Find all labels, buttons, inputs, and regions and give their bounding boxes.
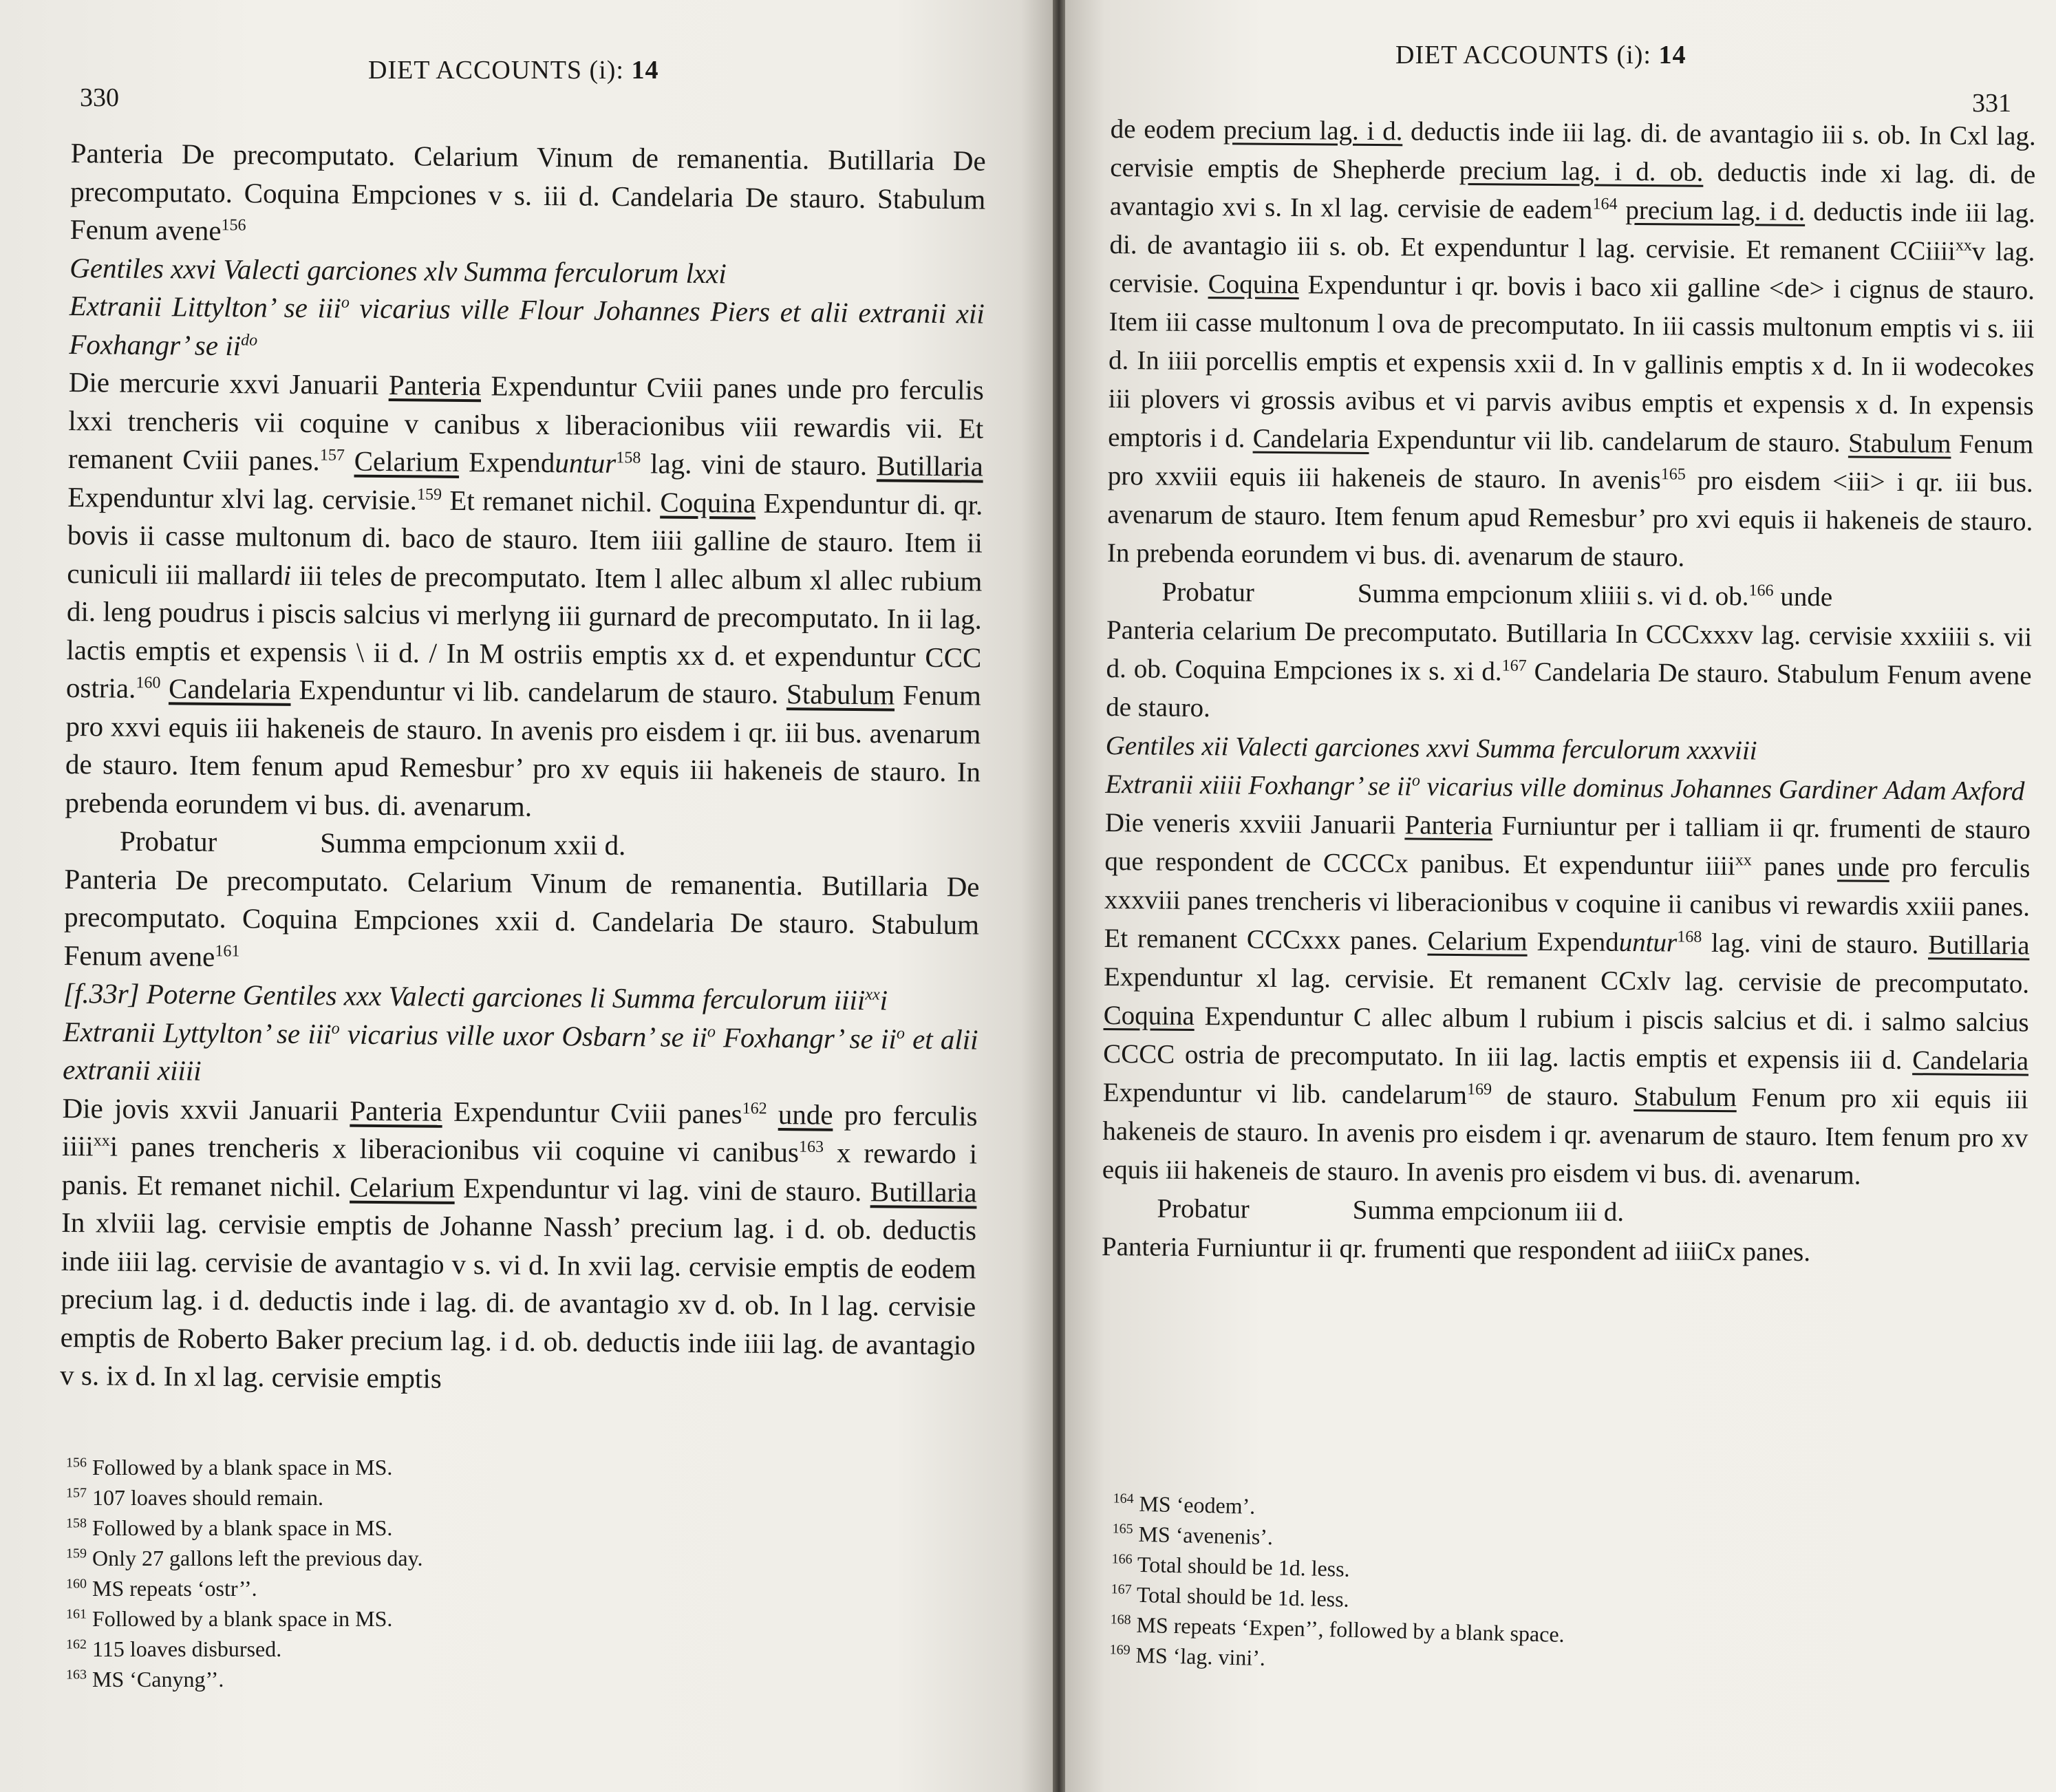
- diet-heading-line: Extranii Littylton’ se iii$^o$ vicarius ville Flour Johannes Piers et alii extranii xii Foxhangr’ se $ii^{do}$: [69, 289, 985, 361]
- footnote-text: MS ‘eodem’.: [1133, 1491, 1256, 1519]
- text-paragraph: Die jovis xxvii Januarii Panteria Expenduntur Cviii panes$^{162}$ unde pro ferculis iiii$^{xx}$i panes trencheris x liberacionibus vii coquine vi canibus$^{163}$ x rewardo i panis. Et remanet nichil. Celarium Expenduntur vi lag. vini de stauro. Butillaria In xlviii lag. cervisie emptis de Johanne Nassh’ precium lag. i d. ob. deductis inde iiii lag. cervisie de avantagio v s. vi d. In xvii lag. cervisie emptis de eodem precium lag. i d. deductis inde i lag. di. de avantagio xv d. ob. In l lag. cervisie emptis de Roberto Baker precium lag. i d. ob. deductis inde iiii lag. de avantagio v s. ix d. In xl lag. cervisie emptis: [60, 1091, 978, 1394]
- footnote: [66, 1634, 685, 1664]
- footnote: [66, 1573, 685, 1603]
- footnote-number: 160: [66, 1576, 87, 1592]
- footnote: [66, 1603, 685, 1634]
- diet-heading-line: [f.33r] Poterne Gentiles xxx Valecti garciones li Summa ferculorum iiii$^{xx}$i: [63, 977, 888, 1016]
- footnote-number: 162: [66, 1636, 87, 1652]
- footnote-number: 157: [66, 1485, 87, 1501]
- footnote: [66, 1543, 685, 1573]
- footnote: [66, 1513, 685, 1543]
- footnote: [66, 1664, 685, 1694]
- footnote-text: MS repeats ‘Expen’’, followed by a blank space.: [1131, 1612, 1565, 1647]
- footnote: [66, 1452, 685, 1482]
- text-paragraph: Die veneris xxviii Januarii Panteria Furniuntur per i talliam ii qr. frumenti de stauro que respondent de CCCCx panibus. Et expenduntur iiii$^{xx}$ panes unde pro ferculis xxxviii panes trencheris vi liberacionibus v coquine ii canibus vi rewardis xxiii panes. Et remanent CCCxxx panes. Celarium Expenduntur$^{168}$ lag. vini de stauro. Butillaria Expenduntur xl lag. cervisie. Et remanent CCxlv lag. cervisie de precomputato. Coquina Expenduntur C allec album l rubium i piscis salcius et di. i salmo salcius CCCC ostria de precomputato. In iii lag. lactis emptis et expensis iii d. Candelaria Expenduntur vi lib. candelarum$^{169}$ de stauro. Stabulum Fenum pro xii equis iii hakeneis de stauro. In avenis pro eisdem i qr. avenarum de stauro. Item fenum pro xv equis iii hakeneis de stauro. In avenis pro eisdem vi bus. di. avenarum.: [1102, 807, 2031, 1191]
- text-paragraph: Panteria celarium De precomputato. Butillaria In CCCxxxv lag. cervisie xxxiiii s. vii d. ob. Coquina Empciones ix s. xi d.$^{167}$ Candelaria De stauro. Stabulum Fenum avene de stauro.: [1106, 615, 2033, 723]
- footnote: [66, 1482, 685, 1513]
- book-gutter: [1053, 0, 1065, 1792]
- diet-heading-line: Gentiles xxvi Valecti garciones xlv Summa ferculorum lxxi: [69, 251, 727, 289]
- footnote-text: Total should be 1d. less.: [1132, 1551, 1351, 1581]
- running-head-title: DIET ACCOUNTS (i):: [1395, 41, 1651, 70]
- footnote-number: 163: [66, 1667, 87, 1683]
- footnotes: [66, 1452, 685, 1694]
- running-head-title: DIET ACCOUNTS (i):: [368, 56, 624, 85]
- footnote-number: 158: [66, 1515, 87, 1531]
- text-paragraph: Panteria De precomputato. Celarium Vinum de remanentia. Butillaria De precomputato. Coquina Empciones v s. iii d. Candelaria De stauro. Stabulum Fenum avene$^{156}$: [69, 136, 986, 246]
- diet-heading-line: Gentiles xii Valecti garciones xxvi Summa ferculorum xxxviii: [1105, 730, 1757, 766]
- footnotes: [1109, 1488, 1733, 1683]
- footnote-text: MS repeats ‘ostr’’.: [87, 1576, 257, 1601]
- footnote-text: MS ‘Canyng’’.: [87, 1667, 224, 1692]
- footnote-text: MS ‘lag. vini’.: [1130, 1642, 1266, 1671]
- footnote-number: 166: [1111, 1551, 1133, 1567]
- footnote-number: 165: [1112, 1521, 1133, 1537]
- footnote-text: Total should be 1d. less.: [1131, 1581, 1350, 1612]
- diet-heading-line: Extranii Lyttylton’ se iii$^o$ vicarius ville uxor Osbarn’ se $ii^o$ Foxhangr’ se $ii^o$ et alii extranii xiiii: [62, 1015, 978, 1087]
- footnote-text: 115 loaves disbursed.: [87, 1636, 282, 1661]
- running-head-number: 14: [1658, 41, 1686, 70]
- footnote-number: 164: [1113, 1491, 1134, 1507]
- probatur-line: Probatur Summa empcionum xxii d.: [119, 824, 626, 862]
- page-number: 330: [80, 83, 119, 112]
- probatur-line: Probatur Summa empcionum xliiii s. vi d. ob.$^{166}$ unde: [1161, 577, 1833, 612]
- footnote-number: 161: [66, 1606, 87, 1622]
- page-number: 331: [1972, 89, 2011, 118]
- footnote-text: Followed by a blank space in MS.: [87, 1455, 393, 1480]
- page-body: [60, 134, 986, 1402]
- footnote-text: MS ‘avenenis’.: [1133, 1521, 1274, 1550]
- footnote-number: 169: [1109, 1642, 1131, 1658]
- footnote-text: 107 loaves should remain.: [87, 1485, 323, 1510]
- footnote-number: 168: [1110, 1612, 1131, 1628]
- probatur-line: Probatur Summa empcionum iii d.: [1157, 1193, 1625, 1227]
- text-paragraph: Panteria Furniuntur ii qr. frumenti que respondent ad iiiiCx panes.: [1101, 1231, 1811, 1268]
- footnote-text: Followed by a blank space in MS.: [87, 1515, 393, 1540]
- text-paragraph: de eodem precium lag. i d. deductis inde iii lag. di. de avantagio iii s. ob. In Cxl lag. cervisie emptis de Shepherde precium lag. i d. ob. deductis inde xi lag. di. de avantagio xvi s. In xl lag. cervisie de eadem$^{164}$ precium lag. i d. deductis inde iii lag. di. de avantagio iii s. ob. Et expenduntur l lag. cervisie. Et remanent CCiiii$^{xx}$v lag. cervisie. Coquina Expenduntur i qr. bovis i baco xii galline <de> i cignus de stauro. Item iii casse multonum l ova de precomputato. In iii cassis multonum emptis vi s. iii d. In iiii porcellis emptis et expensis xxii d. In v gallinis emptis x d. In ii wodecokes iii plovers vi grossis avibus et vi parvis avibus emptis et expensis x d. In expensis emptoris i d. Candelaria Expenduntur vii lib. candelarum de stauro. Stabulum Fenum pro xxviii equis iii hakeneis de stauro. In avenis$^{165}$ pro eisdem <iii> i qr. iii bus. avenarum de stauro. Item fenum apud Remesbur’ pro xvi equis ii hakeneis de stauro. In prebenda eorundem vi bus. di. avenarum de stauro.: [1106, 114, 2036, 573]
- page-body: [1102, 110, 2036, 1274]
- right-page: [1065, 0, 2056, 1792]
- footnote-number: 167: [1111, 1581, 1132, 1597]
- footnote-text: Followed by a blank space in MS.: [87, 1606, 393, 1631]
- running-head: [368, 55, 658, 85]
- footnote-number: 156: [66, 1455, 87, 1471]
- footnote-text: Only 27 gallons left the previous day.: [87, 1546, 423, 1570]
- running-head: [1395, 40, 1686, 70]
- running-head-number: 14: [631, 56, 659, 85]
- footnote-number: 159: [66, 1546, 87, 1561]
- text-paragraph: Die mercurie xxvi Januarii Panteria Expenduntur Cviii panes unde pro ferculis lxxi trencheris vii coquine v canibus x liberacionibus viii rewardis vii. Et remanent Cviii panes.$^{157}$ Celarium Expenduntur$^{158}$ lag. vini de stauro. Butillaria Expenduntur xlvi lag. cervisie.$^{159}$ Et remanet nichil. Coquina Expenduntur di. qr. bovis ii casse multonum di. baco de stauro. Item iiii galline de stauro. Item ii cuniculi iii mallardi iii teles de precomputato. Item l allec album xl allec rubium di. leng poudrus i piscis salcius vi merlyng iii gurnard de precomputato. In ii lag. lactis emptis et expensis \ ii d. / In M ostriis emptis xx d. et expenduntur CCC ostria.$^{160}$ Candelaria Expenduntur vi lib. candelarum de stauro. Stabulum Fenum pro xxvi equis iii hakeneis de stauro. In avenis pro eisdem i qr. iii bus. avenarum de stauro. Item fenum apud Remesbur’ pro xv equis iii hakeneis de stauro. In prebenda eorundem vi bus. di. avenarum.: [65, 365, 985, 822]
- diet-heading-line: Extranii xiiii Foxhangr’ se $ii^o$ vicarius ville dominus Johannes Gardiner Adam Axford: [1105, 769, 2025, 807]
- text-paragraph: Panteria De precomputato. Celarium Vinum de remanentia. Butillaria De precomputato. Coquina Empciones xxii d. Candelaria De stauro. Stabulum Fenum avene$^{161}$: [63, 862, 980, 972]
